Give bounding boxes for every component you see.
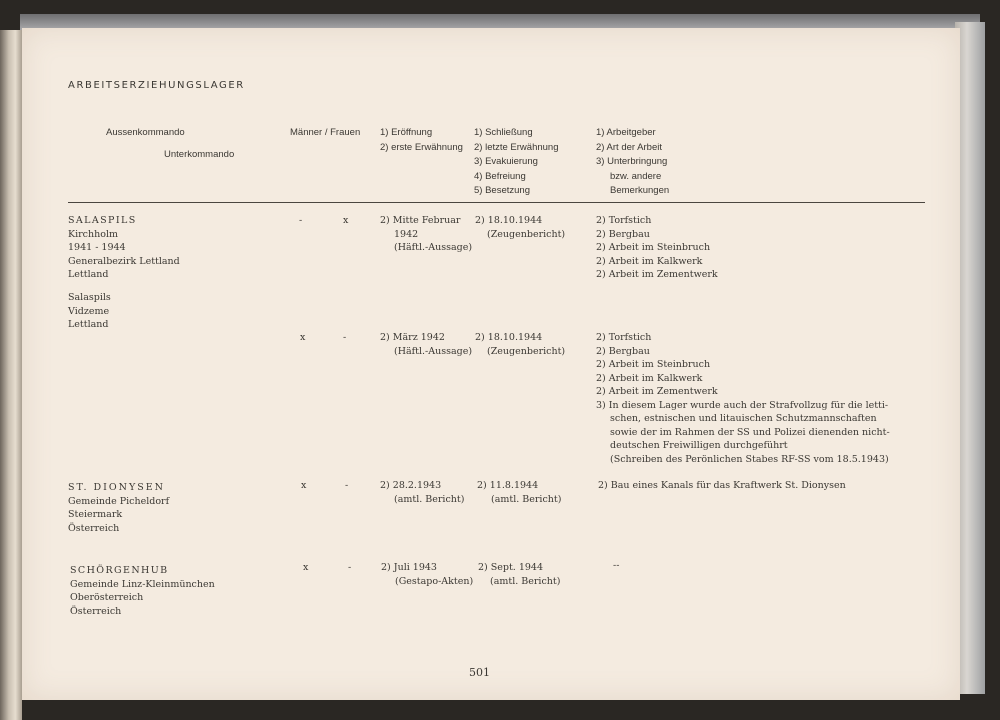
- row-open: 2) Juli 1943 (Gestapo-Akten): [381, 562, 474, 587]
- row-men-mark: -: [299, 215, 303, 226]
- row-women-mark: -: [348, 562, 352, 573]
- book-spine: [0, 30, 22, 720]
- row-close: 2) Sept. 1944 (amtl. Bericht): [478, 562, 561, 587]
- header-col-close: 1) Schließung 2) letzte Erwähnung 3) Evakuierung 4) Befreiung 5) Besetzung: [474, 127, 559, 196]
- running-head: ARBEITSERZIEHUNGSLAGER: [68, 80, 245, 91]
- row-work: 2) Torfstich 2) Bergbau 2) Arbeit im Steinbruch 2) Arbeit im Kalkwerk 2) Arbeit im Zementwerk: [596, 215, 718, 280]
- row-women-mark: -: [345, 480, 349, 491]
- header-rule: [68, 202, 925, 203]
- row-close: 2) 18.10.1944 (Zeugenbericht): [475, 332, 566, 357]
- row-open: 2) Mitte Februar 1942 (Häftl.-Aussage): [380, 215, 473, 253]
- row-women-mark: -: [343, 332, 347, 343]
- row-close: 2) 18.10.1944 (Zeugenbericht): [475, 215, 566, 240]
- table-row-place: SCHÖRGENHUB Gemeinde Linz-Kleinmünchen Oberösterreich Österreich: [70, 565, 215, 617]
- row-work: --: [613, 560, 620, 571]
- row-work: 2) Bau eines Kanals für das Kraftwerk St. Dionysen: [598, 480, 846, 491]
- book-page: [22, 28, 960, 700]
- header-unterkommando: Unterkommando: [164, 149, 235, 160]
- row-men-mark: x: [301, 480, 307, 491]
- table-row-place: ST. DIONYSEN Gemeinde Picheldorf Steiermark Österreich: [68, 482, 170, 534]
- row-open: 2) März 1942 (Häftl.-Aussage): [380, 332, 473, 357]
- header-col-work: 1) Arbeitgeber 2) Art der Arbeit 3) Unterbringung bzw. andere Bemerkungen: [596, 127, 670, 196]
- table-row-place: SALASPILS Kirchholm 1941 - 1944 Generalbezirk Lettland Lettland: [68, 215, 180, 280]
- header-aussenkommando: Aussenkommando: [106, 127, 185, 138]
- row-men-mark: x: [300, 332, 306, 343]
- row-women-mark: x: [343, 215, 349, 226]
- row-open: 2) 28.2.1943 (amtl. Bericht): [380, 480, 465, 505]
- page-number: 501: [469, 666, 490, 679]
- header-col-open: 1) Eröffnung 2) erste Erwähnung: [380, 127, 463, 153]
- row-men-mark: x: [303, 562, 309, 573]
- header-maenner-frauen: Männer / Frauen: [290, 127, 361, 138]
- row-work: 2) Torfstich 2) Bergbau 2) Arbeit im Steinbruch 2) Arbeit im Kalkwerk 2) Arbeit im Zementwerk 3) In diesem Lager wurde auch der Strafvollzug für die letti- schen, estnischen und litauischen Schutzmannschaften sowie der im Rahmen der SS und Polizei dienenden nicht- deutschen Freiwilligen durchgeführt (Schreiben des Perönlichen Stabes RF-SS vom 18.5.1943): [596, 332, 890, 465]
- row-close: 2) 11.8.1944 (amtl. Bericht): [477, 480, 562, 505]
- table-row-place: Salaspils Vidzeme Lettland: [68, 292, 111, 330]
